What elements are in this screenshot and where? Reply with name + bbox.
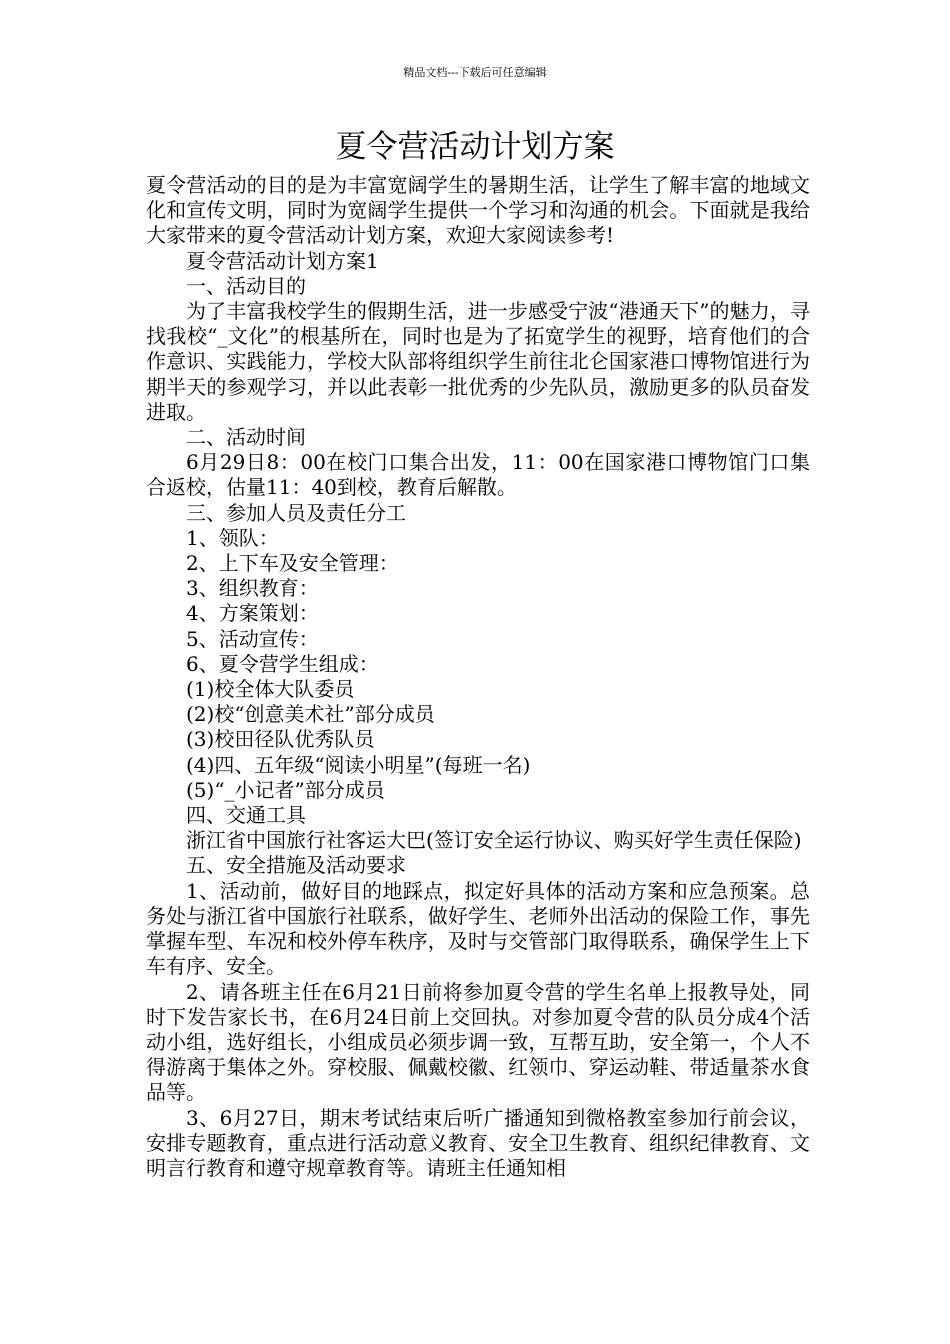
paragraph: 1、活动前，做好目的地踩点，拟定好具体的活动方案和应急预案。总务处与浙江省中国旅行社联系，做好学生、老师外出活动的保险工作，事先掌握车型、车况和校外停车秩序，及时与交管部门取得联系，确保学生上下车有序、安全。 <box>146 878 810 979</box>
paragraph: 5、活动宣传： <box>186 626 319 651</box>
paragraph: 1、领队： <box>186 525 279 550</box>
paragraph: (4)四、五年级“阅读小明星”(每班一名) <box>186 752 531 777</box>
paragraph: (2)校“创意美术社”部分成员 <box>186 702 435 727</box>
paragraph: (1)校全体大队委员 <box>186 677 355 702</box>
paragraph: 夏令营活动的目的是为丰富宽阔学生的暑期生活，让学生了解丰富的地域文化和宣传文明，同时为宽阔学生提供一个学习和沟通的机会。下面就是我给大家带来的夏令营活动计划方案，欢迎大家阅读参考! <box>146 173 810 248</box>
paragraph: 3、6月27日，期末考试结束后听广播通知到微格教室参加行前会议，安排专题教育，重点进行活动意义教育、安全卫生教育、组织纪律教育、文明言行教育和遵守规章教育等。请班主任通知相 <box>146 1105 810 1180</box>
document-body <box>146 173 810 1181</box>
paragraph: 2、请各班主任在6月21日前将参加夏令营的学生名单上报教导处，同时下发告家长书，在6月24日前上交回执。对参加夏令营的队员分成4个活动小组，选好组长，小组成员必须步调一致，互帮互助，安全第一，个人不得游离于集体之外。穿校服、佩戴校徽、红领巾、穿运动鞋、带适量茶水食品等。 <box>146 979 810 1105</box>
paragraph: 二、活动时间 <box>186 425 306 450</box>
paragraph: 4、方案策划： <box>186 601 319 626</box>
paragraph: 6、夏令营学生组成： <box>186 651 379 676</box>
paragraph: 为了丰富我校学生的假期生活，进一步感受宁波“港通天下”的魅力，寻找我校“_文化”的根基所在，同时也是为了拓宽学生的视野，培育他们的合作意识、实践能力，学校大队部将组织学生前往北仑国家港口博物馆进行为期半天的参观学习，并以此表彰一批优秀的少先队员，激励更多的队员奋发进取。 <box>146 299 810 424</box>
paragraph: 3、组织教育： <box>186 576 319 601</box>
paragraph: (5)“_小记者”部分成员 <box>186 777 385 802</box>
document-title: 夏令营活动计划方案 <box>335 129 615 165</box>
paragraph: 浙江省中国旅行社客运大巴(签订安全运行协议、购买好学生责任保险) <box>186 828 802 853</box>
paragraph: 2、上下车及安全管理： <box>186 551 399 576</box>
paragraph: 三、参加人员及责任分工 <box>186 500 406 525</box>
header-note: 精品文档---下载后可任意编辑 <box>403 66 547 79</box>
paragraph: 一、活动目的 <box>186 273 306 298</box>
paragraph: 五、安全措施及活动要求 <box>186 853 406 878</box>
paragraph: 四、交通工具 <box>186 803 306 828</box>
paragraph: (3)校田径队优秀队员 <box>186 727 375 752</box>
paragraph: 夏令营活动计划方案1 <box>186 248 379 273</box>
paragraph: 6月29日8：00在校门口集合出发，11：00在国家港口博物馆门口集合返校，估量11：40到校，教育后解散。 <box>146 450 810 500</box>
